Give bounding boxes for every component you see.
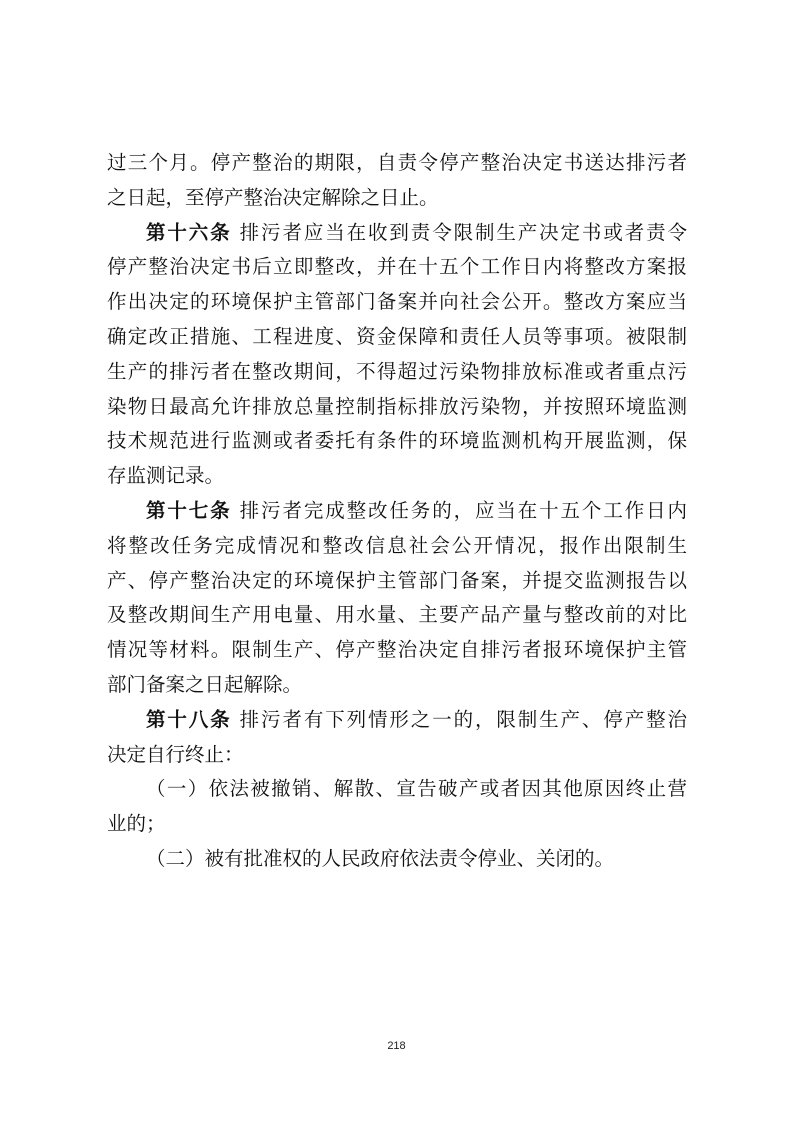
text-line: 及整改期间生产用电量、用水量、主要产品产量与整改前的对比 — [107, 603, 687, 627]
article-first-line — [107, 703, 687, 738]
page-number: 218 — [387, 1040, 406, 1052]
text-line: 产、停产整治决定的环境保护主管部门备案，并提交监测报告以 — [107, 568, 687, 592]
text-line: 生产的排污者在整改期间，不得超过污染物排放标准或者重点污 — [107, 359, 687, 383]
list-item-1 — [107, 772, 687, 842]
article-17-heading: 第十七条 — [146, 498, 232, 522]
text-line: 业的； — [107, 812, 166, 836]
article-16-heading: 第十六条 — [146, 220, 232, 244]
article-text: 排污者应当在收到责令限制生产决定书或者责令 — [231, 220, 687, 244]
text-line: 停产整治决定书后立即整改，并在十五个工作日内将整改方案报 — [107, 255, 687, 279]
text-line: 作出决定的环境保护主管部门备案并向社会公开。整改方案应当 — [107, 290, 687, 314]
text-line: 技术规范进行监测或者委托有条件的环境监测机构开展监测，保 — [107, 429, 687, 453]
article-first-line — [107, 216, 687, 251]
list-item-first-line: （一）依法被撤销、解散、宣告破产或者因其他原因终止营 — [146, 777, 687, 801]
text-line: 过三个月。停产整治的期限，自责令停产整治决定书送达排污者 — [107, 151, 687, 174]
text-line: 确定改正措施、工程进度、资金保障和责任人员等事项。被限制 — [107, 324, 687, 348]
article-text: 排污者完成整改任务的，应当在十五个工作日内 — [231, 498, 687, 522]
text-line: 之日起，至停产整治决定解除之日止。 — [107, 185, 439, 209]
text-line: 情况等材料。限制生产、停产整治决定自排污者报环境保护主管 — [107, 638, 687, 662]
text-line: 存监测记录。 — [107, 464, 225, 488]
article-18 — [107, 703, 687, 773]
article-16 — [107, 216, 687, 494]
document-body — [107, 146, 687, 877]
text-line: 部门备案之日起解除。 — [107, 672, 303, 696]
article-17 — [107, 494, 687, 703]
list-item-2 — [107, 842, 687, 877]
text-line: 将整改任务完成情况和整改信息社会公开情况，报作出限制生 — [107, 533, 687, 557]
text-line: 决定自行终止： — [107, 742, 244, 766]
article-first-line — [107, 494, 687, 529]
paragraph-continuation — [107, 146, 687, 216]
article-text: 排污者有下列情形之一的，限制生产、停产整治 — [231, 707, 687, 731]
list-item-first-line: （二）被有批准权的人民政府依法责令停业、关闭的。 — [146, 846, 615, 870]
text-line: 染物日最高允许排放总量控制指标排放污染物，并按照环境监测 — [107, 394, 687, 418]
article-18-heading: 第十八条 — [146, 707, 232, 731]
